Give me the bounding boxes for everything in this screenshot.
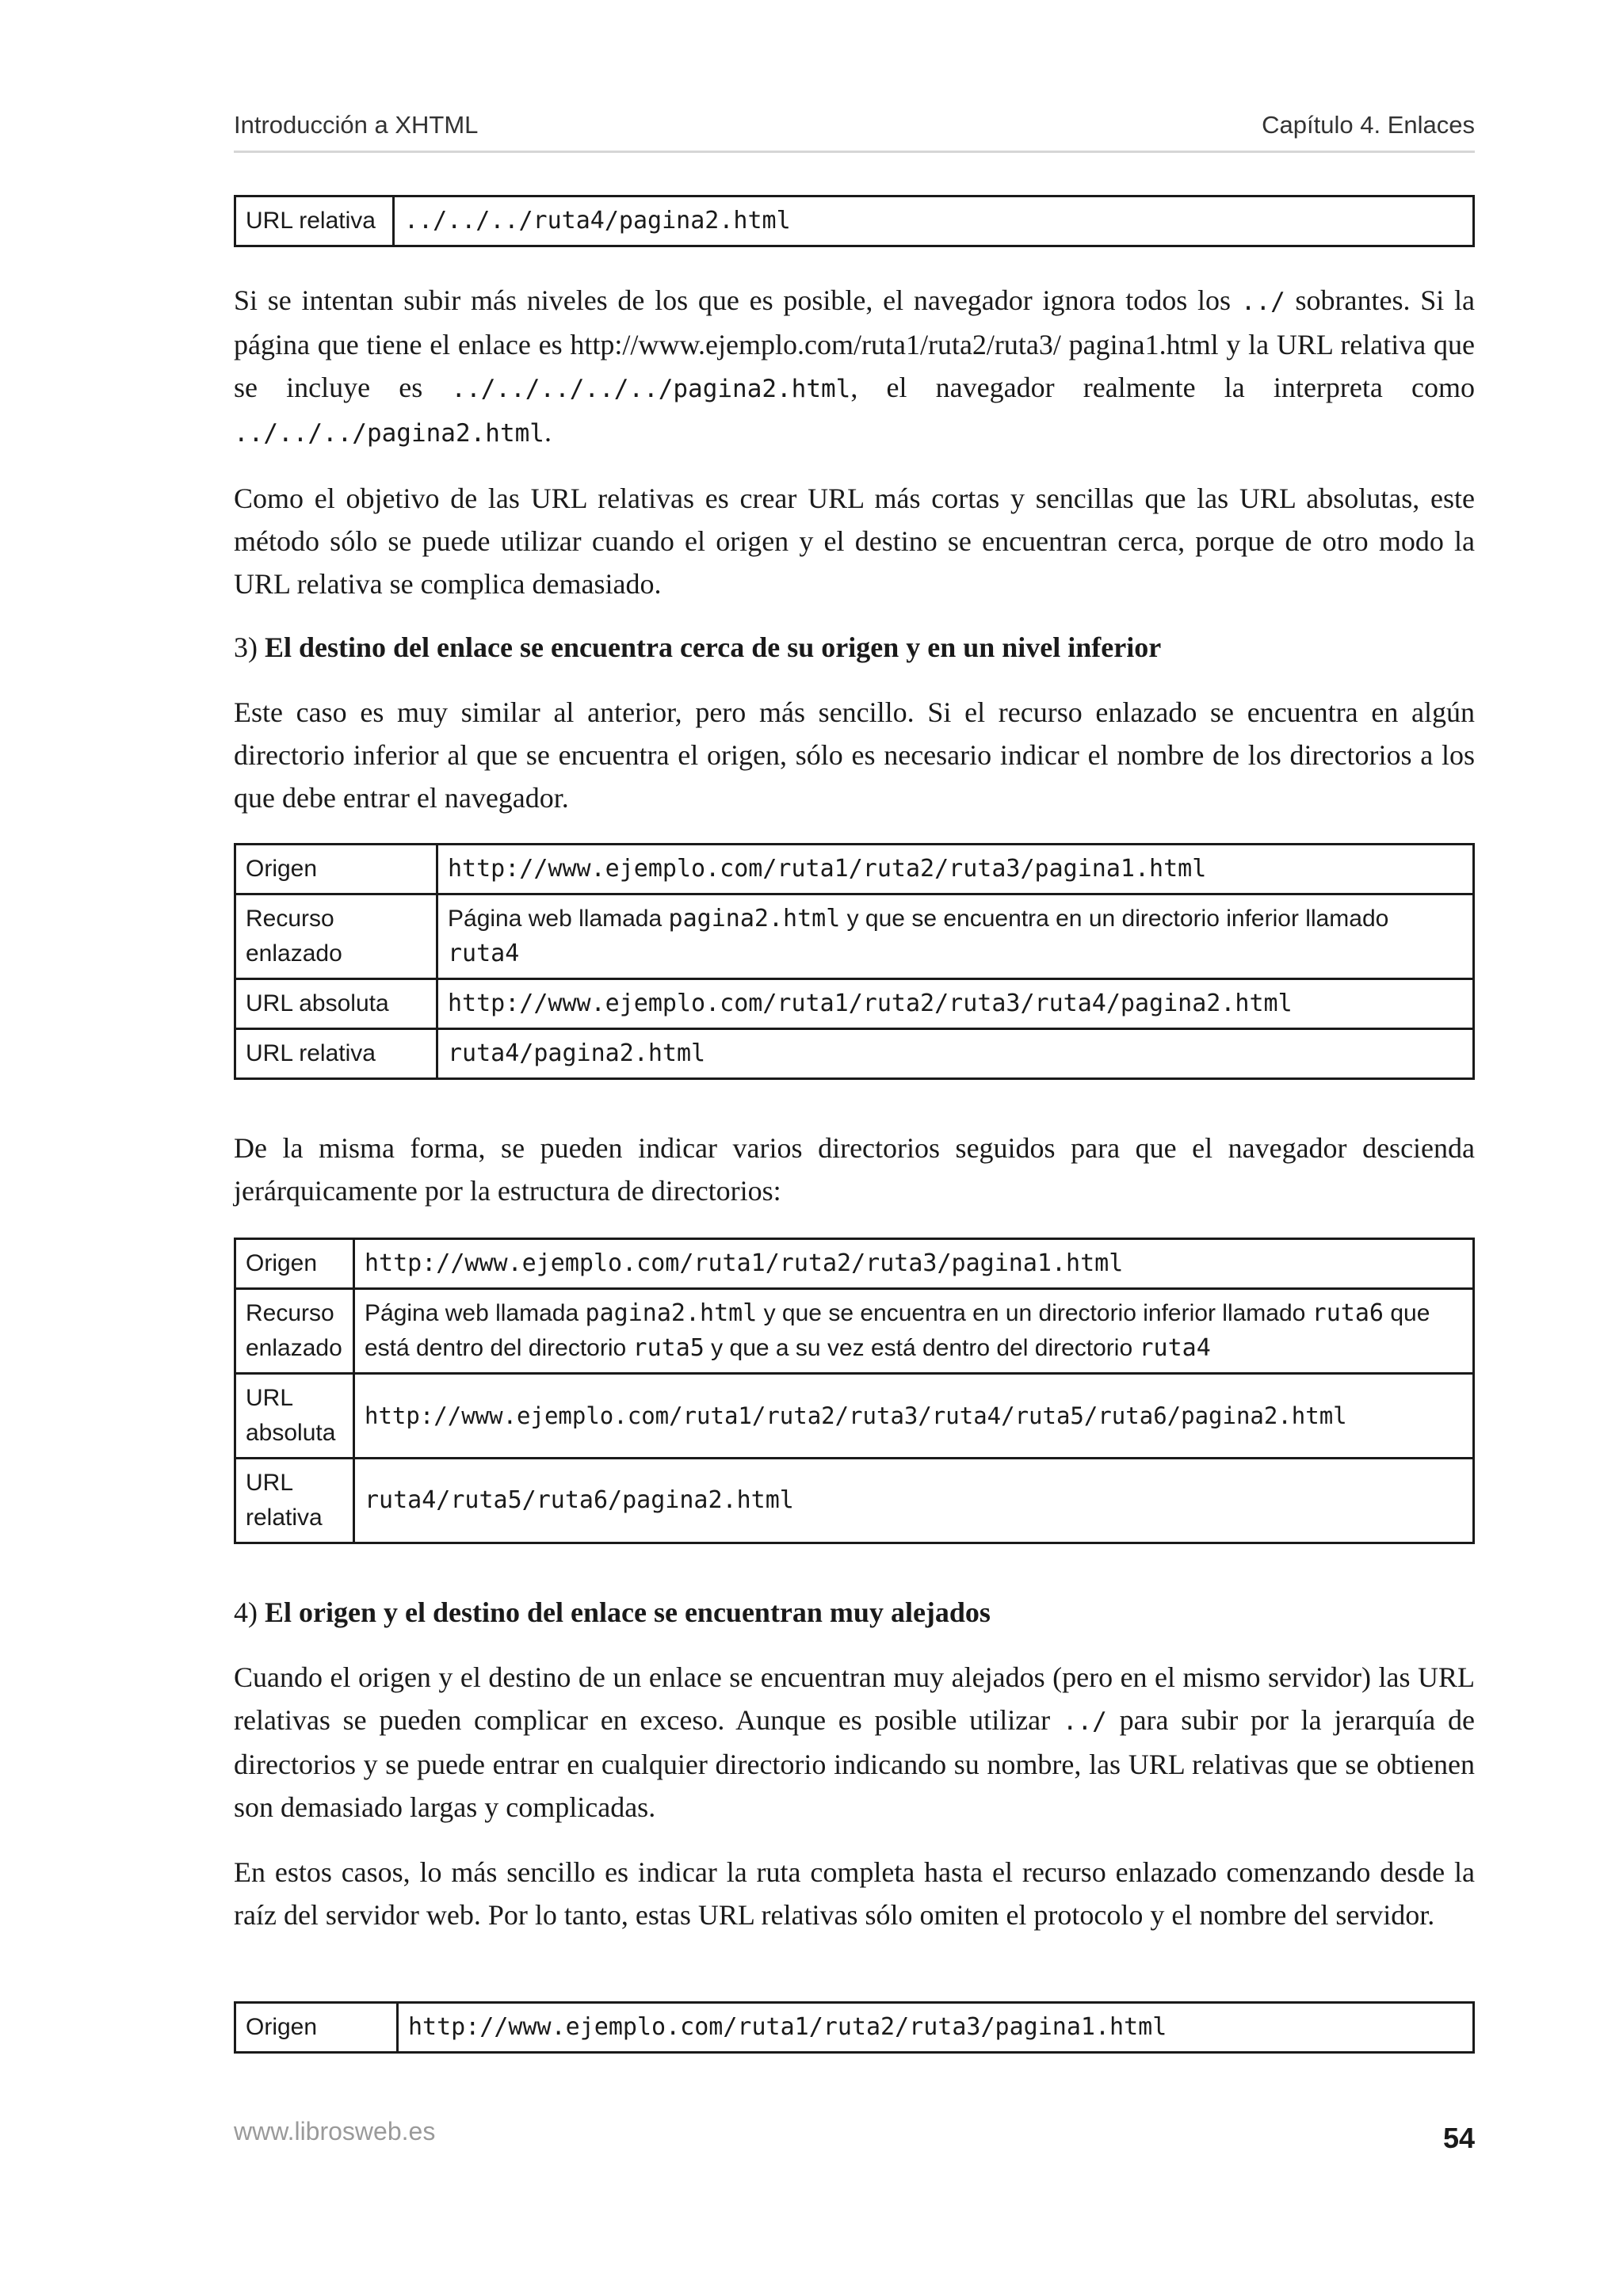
paragraph: Como el objetivo de las URL relativas es crear URL más cortas y sencillas que las URL absolutas, este método sólo se puede utilizar cuando el origen y el destino se encuentran cerca, porque de otro modo la URL relativa se complica demasiado. bbox=[234, 482, 1475, 600]
paragraph: Si se intentan subir más niveles de los que es posible, el navegador ignora todos los ../ sobrantes. Si la página que tiene el enlace es http://www.ejemplo.com/ruta1/ruta2/ruta3/ pagina1.html y la URL relativa que se incluye es ../../../../../pagina2.html, el navegador realmente la interpreta como ../../../pagina2.html. bbox=[234, 284, 1475, 448]
inline-code: ../ bbox=[1062, 1707, 1107, 1736]
row-label: URL relativa bbox=[235, 196, 394, 246]
row-label: URL absoluta bbox=[235, 979, 437, 1029]
row-value: http://www.ejemplo.com/ruta1/ruta2/ruta3/pagina1.html bbox=[437, 845, 1474, 894]
table-row bbox=[235, 1289, 1474, 1374]
table-row bbox=[235, 196, 1474, 246]
row-value: ruta4/ruta5/ruta6/pagina2.html bbox=[354, 1459, 1474, 1543]
table-row bbox=[235, 1239, 1474, 1289]
row-description: Página web llamada pagina2.html y que se encuentra en un directorio inferior llamado ruta6 que está dentro del directorio ruta5 y que a su vez está dentro del directorio ruta4 bbox=[354, 1289, 1474, 1374]
row-label: Origen bbox=[235, 1239, 354, 1289]
row-label: URL relativa bbox=[235, 1459, 354, 1543]
url-table-continued bbox=[234, 195, 1475, 247]
paragraph: Cuando el origen y el destino de un enlace se encuentran muy alejados (pero en el mismo servidor) las URL relativas se pueden complicar en exceso. Aunque es posible utilizar ../ para subir por la jerarquía de directorios y se puede entrar en cualquier directorio indicando su nombre, las URL relativas que se obtienen son demasiado largas y complicadas. bbox=[234, 1661, 1475, 1823]
row-label: Recurso enlazado bbox=[235, 894, 437, 979]
row-value: http://www.ejemplo.com/ruta1/ruta2/ruta3/ruta4/pagina2.html bbox=[437, 979, 1474, 1029]
row-value: ruta4/pagina2.html bbox=[437, 1029, 1474, 1079]
row-label: URL absoluta bbox=[235, 1374, 354, 1459]
row-value: http://www.ejemplo.com/ruta1/ruta2/ruta3/pagina1.html bbox=[354, 1239, 1474, 1289]
row-label: URL relativa bbox=[235, 1029, 437, 1079]
table-row bbox=[235, 1459, 1474, 1543]
row-value: ../../../ruta4/pagina2.html bbox=[394, 196, 1474, 246]
row-label: Origen bbox=[235, 2003, 398, 2053]
inline-code: ../../../../../pagina2.html bbox=[451, 375, 851, 403]
section-heading-3: 3) El destino del enlace se encuentra cerca de su origen y en un nivel inferior bbox=[234, 631, 1162, 663]
row-label: Origen bbox=[235, 845, 437, 894]
table-row bbox=[235, 2003, 1474, 2053]
chapter-title: Capítulo 4. Enlaces bbox=[1262, 111, 1475, 139]
table-row bbox=[235, 845, 1474, 894]
url-table-lower-level bbox=[234, 843, 1475, 1080]
footer-website: www.librosweb.es bbox=[234, 2117, 436, 2145]
url-table-nested-levels bbox=[234, 1238, 1475, 1544]
inline-code: ../../../pagina2.html bbox=[234, 419, 544, 448]
table-row bbox=[235, 979, 1474, 1029]
paragraph: Este caso es muy similar al anterior, pero más sencillo. Si el recurso enlazado se encuentra en algún directorio inferior al que se encuentra el origen, sólo es necesario indicar el nombre de los directorios a los que debe entrar el navegador. bbox=[234, 696, 1475, 814]
table-row bbox=[235, 894, 1474, 979]
row-description: Página web llamada pagina2.html y que se encuentra en un directorio inferior llamado ruta4 bbox=[437, 894, 1474, 979]
inline-code: ../ bbox=[1240, 288, 1285, 316]
table-row bbox=[235, 1029, 1474, 1079]
section-heading-4: 4) El origen y el destino del enlace se encuentran muy alejados bbox=[234, 1596, 991, 1628]
running-header bbox=[234, 109, 1475, 153]
book-title: Introducción a XHTML bbox=[234, 111, 479, 139]
paragraph: De la misma forma, se pueden indicar varios directorios seguidos para que el navegador descienda jerárquicamente por la estructura de directorios: bbox=[234, 1132, 1475, 1207]
paragraph: En estos casos, lo más sencillo es indicar la ruta completa hasta el recurso enlazado comenzando desde la raíz del servidor web. Por lo tanto, estas URL relativas sólo omiten el protocolo y el nombre del servidor. bbox=[234, 1856, 1475, 1931]
row-value: http://www.ejemplo.com/ruta1/ruta2/ruta3/ruta4/ruta5/ruta6/pagina2.html bbox=[354, 1374, 1474, 1459]
row-label: Recurso enlazado bbox=[235, 1289, 354, 1374]
row-value: http://www.ejemplo.com/ruta1/ruta2/ruta3/pagina1.html bbox=[398, 2003, 1474, 2053]
url-table-far bbox=[234, 2001, 1475, 2054]
table-row bbox=[235, 1374, 1474, 1459]
page-number: 54 bbox=[1442, 2122, 1475, 2154]
